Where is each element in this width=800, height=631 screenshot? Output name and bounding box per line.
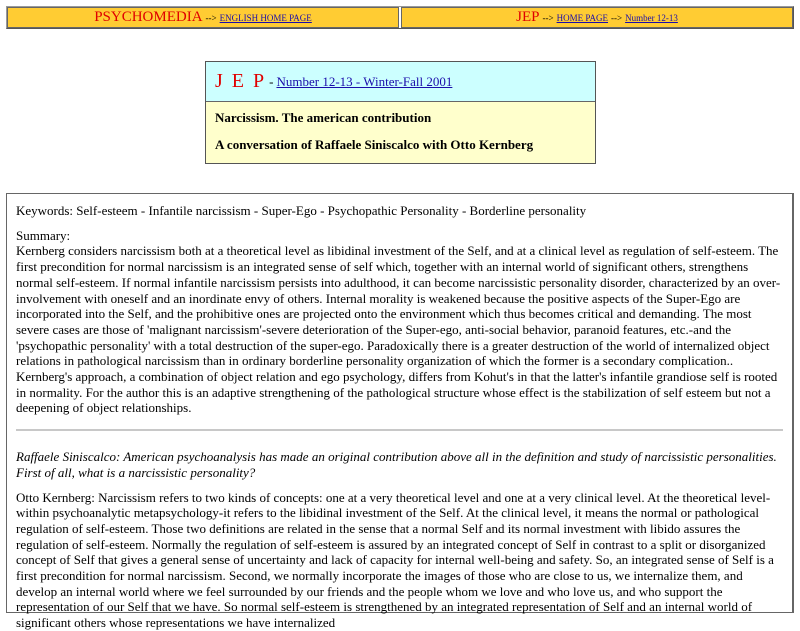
arrow-separator: -->: [611, 12, 623, 23]
divider: [16, 429, 783, 431]
home-page-link[interactable]: HOME PAGE: [556, 12, 609, 23]
jep-brand: JEP: [516, 9, 540, 25]
jep-logo-text: J E P: [215, 70, 267, 92]
issue-link[interactable]: Number 12-13 - Winter-Fall 2001: [276, 73, 453, 89]
article-body: [6, 193, 794, 631]
arrow-separator: -->: [205, 12, 217, 23]
article-title-block: [206, 102, 595, 163]
top-navigation-bar: [6, 6, 794, 29]
dash-separator: -: [269, 73, 274, 89]
journal-issue-header: [206, 62, 595, 102]
summary-text: Kernberg considers narcissism both at a theoretical level as libidinal investment of the Self, and at a clinical level as regulation of self-esteem. The first precondition for normal narcissism is an integrated sense of self which, together with an internal world of significant others, strengthens normal self-esteem. If normal infantile narcissism persists into adulthood, it can become narcissistic personality disorder, characterized by an over-involvement with oneself and an inordinate envy of others. Internal morality is weakened because the positive aspects of the Super-Ego are incorporated into the Self, and the prohibitive ones are projected onto the environment which thus becomes critical and demanding. The most severe cases are those of 'malignant narcissism'-severe deterioration of the Super-ego, anti-social behavior, paranoid features, etc.-and the 'psychopathic personality' with a total destruction of the super-ego. Paradoxically there is a greater destruction of the world of internalized object relations in pathological narcissism than in ordinary borderline personality organization of which the former is a secondary complication.. Kernberg's approach, a combination of object relation and ego psychology, differs from Kohut's in that the latter's infantile grandiose self is rooted in normality. For the author this is an adaptive strengthening of the pathological structure whose effect is the stabilization of self esteem but not a deepening of object relationships.: [16, 243, 781, 416]
interview-question: Raffaele Siniscalco: American psychoanalysis has made an original contribution above all in the definition and study of narcissistic personalities. First of all, what is a narcissistic personality?: [16, 449, 777, 480]
article-title: Narcissism. The american contribution: [215, 110, 432, 125]
issue-number-link[interactable]: Number 12-13: [625, 12, 678, 23]
psychomedia-brand: PSYCHOMEDIA: [94, 9, 203, 25]
jep-nav-cell: [401, 7, 793, 28]
keywords: Keywords: Self-esteem - Infantile narcissism - Super-Ego - Psychopathic Personality - Borderline personality: [16, 203, 587, 218]
psychomedia-nav-cell: [7, 7, 399, 28]
arrow-separator: -->: [542, 12, 554, 23]
interview-answer: Otto Kernberg: Narcissism refers to two kinds of concepts: one at a very theoretical level and one at a very clinical level. At the theoretical level-within psychoanalytic metapsychology-it refers to the libidinal investment of the Self. At the clinical level, it means the normal or pathological regulation of self-esteem. Those two definitions are related in the sense that a normal Self and its normal investment with libido assures the regulation of self-esteem. Normally the regulation of self-esteem is assured by an integrated concept of Self in contrast to a split or disorganized concept of Self that gives a general sense of uncertainty and lack of capacity for internal well-being and safety. So, an integrated sense of Self is a first precondition for normal narcissism. Second, we normally incorporate the images of those who are close to us, we internalize them, and develop an internal world where we feel surrounded by our friends and the people whom we love and who love us, and who support the representation of our Self that we have. So normal self-esteem is strengthened by an integrated representation of Self and an internal world of significant others whose representations we have internalized: [16, 489, 774, 631]
english-home-page-link[interactable]: ENGLISH HOME PAGE: [219, 12, 312, 23]
article-subtitle: A conversation of Raffaele Siniscalco with Otto Kernberg: [215, 137, 534, 152]
summary-label: Summary:: [16, 227, 71, 243]
article-header-box: [205, 61, 596, 164]
